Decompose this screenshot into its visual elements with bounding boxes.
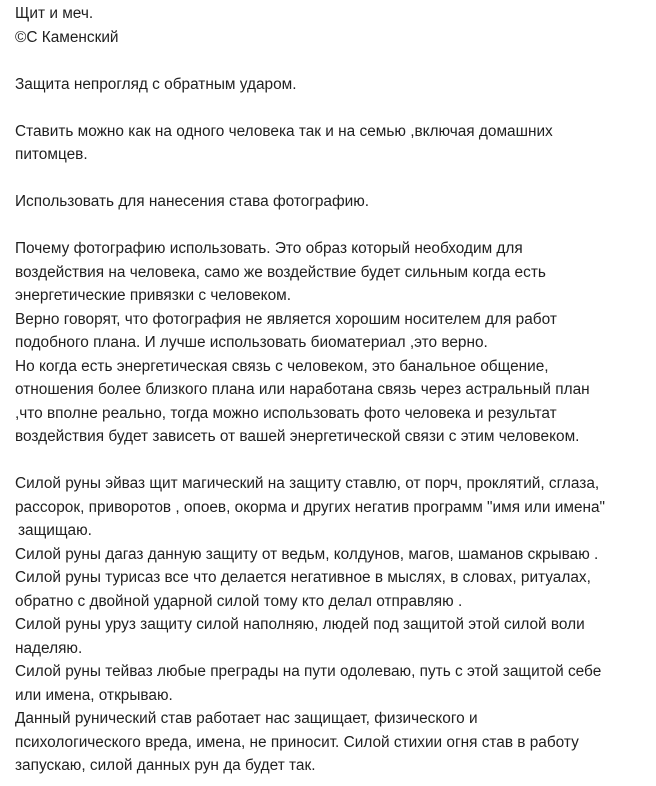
text-line: Силой руны дагаз данную защиту от ведьм, колдунов, магов, шаманов скрываю . xyxy=(15,545,599,563)
doc-title: Щит и меч. xyxy=(15,5,94,22)
paragraph-2 xyxy=(15,120,651,167)
text-line: Данный рунический став работает нас защищает, физического и xyxy=(15,710,478,727)
text-line: энергетические привязки с человеком. xyxy=(15,287,292,304)
text-line: подобного плана. И лучше использовать биоматериал ,это верно. xyxy=(15,334,488,351)
text-line: Силой руны тейваз любые преграды на пути одолеваю, путь с этой защитой себе xyxy=(15,663,602,680)
text-line: или имена, открываю. xyxy=(15,686,173,704)
text-line: воздействия будет зависеть от вашей энергетической связи с этим человеком. xyxy=(15,428,580,445)
text-line: рассорок, приворотов , опоев, окорма и других негатив программ "имя или имена" xyxy=(15,498,606,516)
blank-line xyxy=(15,49,651,73)
paragraph-5 xyxy=(15,472,651,778)
blank-line xyxy=(15,167,651,191)
text-line: обратно с двойной ударной силой тому кто делал отправляю . xyxy=(15,592,463,610)
text-line: наделяю. xyxy=(15,639,83,657)
text-line: Ставить можно как на одного человека так и на семью ,включая домашних xyxy=(15,122,553,140)
document-body xyxy=(15,2,651,778)
text-line: ,что вполне реально, тогда можно использовать фото человека и результат xyxy=(15,404,557,422)
text-line: защищаю. xyxy=(18,522,92,539)
text-line: Верно говорят, что фотография не является хорошим носителем для работ xyxy=(15,310,557,328)
text-line: запускаю, силой данных рун да будет так. xyxy=(15,757,316,774)
text-line: Силой руны уруз защиту силой наполняю, людей под защитой этой силой воли xyxy=(15,616,585,633)
text-line: воздействия на человека, само же воздействие будет сильным когда есть xyxy=(15,263,546,281)
text-line: питомцев. xyxy=(15,146,88,163)
text-line: Но когда есть энергетическая связь с человеком, это банальное общение, xyxy=(15,357,549,375)
paragraph-3: Использовать для нанесения става фотографию. xyxy=(15,193,370,210)
blank-line xyxy=(15,214,651,238)
paragraph-4 xyxy=(15,237,651,449)
text-line: Почему фотографию использовать. Это образ который необходим для xyxy=(15,240,523,257)
blank-line xyxy=(15,449,651,473)
blank-line xyxy=(15,96,651,120)
text-line: психологического вреда, имена, не приносит. Силой стихии огня став в работу xyxy=(15,733,579,751)
paragraph-1: Защита непрогляд с обратным ударом. xyxy=(15,75,297,93)
text-line: Силой руны эйваз щит магический на защиту ставлю, от порч, проклятий, сглаза, xyxy=(15,475,600,492)
text-line: Силой руны турисаз все что делается негативное в мыслях, в словах, ритуалах, xyxy=(15,569,591,586)
doc-author: ©С Каменский xyxy=(15,28,119,46)
text-line: отношения более близкого плана или наработана связь через астральный план xyxy=(15,381,590,398)
